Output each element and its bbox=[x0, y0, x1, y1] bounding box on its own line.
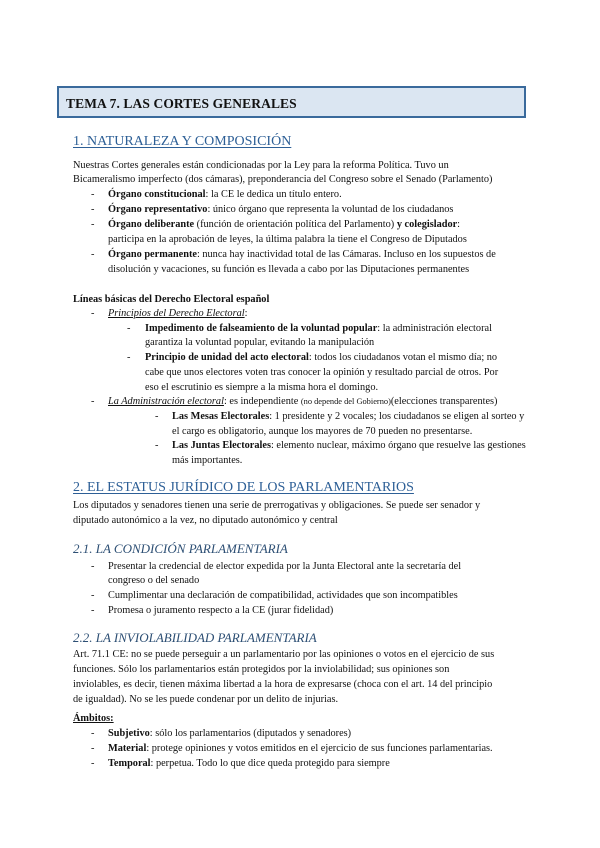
sub-bullet-mesas-cont: el cargo es obligatorio, aunque los mayores de 70 pueden no presentarse. bbox=[172, 426, 473, 437]
section1-intro-line2: Bicameralismo imperfecto (dos cámaras), preponderancia del Congreso sobre el Senado (Parlamento) bbox=[73, 174, 493, 185]
bullet-dash: - bbox=[91, 758, 95, 769]
bullet-dash: - bbox=[91, 204, 95, 215]
sub-bullet-unidad-cont1: cabe que unos electores voten tras conocer la opinión y resultado parcial de otros. Por bbox=[145, 367, 499, 378]
ambito-material: Material: protege opiniones y votos emitidos en el ejercicio de sus funciones parlamentarias. bbox=[108, 743, 493, 754]
art-71-line3: inviolables, es decir, tienen máxima libertad a la hora de expresarse (choca con el art. 14 del principio bbox=[73, 679, 493, 690]
sub-bullet-impedimento-cont: garantiza la voluntad popular, evitando la manipulación bbox=[145, 337, 375, 348]
section1-intro-line1: Nuestras Cortes generales están condicionadas por la Ley para la reforma Política. Tuvo un bbox=[73, 160, 449, 171]
art-71-line4: de igualdad). No se les puede condenar por un delito de injurias. bbox=[73, 694, 339, 705]
subsection-2-2-heading: 2.2. LA INVIOLABILIDAD PARLAMENTARIA bbox=[73, 630, 317, 645]
bullet-dash: - bbox=[91, 396, 95, 407]
section2-intro-line2: diputado autonómico a la vez, no diputado autonómico y central bbox=[73, 515, 338, 526]
sub-bullet-juntas-cont: más importantes. bbox=[172, 455, 243, 466]
bullet-dash: - bbox=[91, 308, 95, 319]
bullet-dash: - bbox=[91, 219, 95, 230]
art-71-line1: Art. 71.1 CE: no se puede perseguir a un parlamentario por las opiniones o votos en el ejercicio de sus bbox=[73, 649, 495, 660]
principios-derecho-electoral: Principios del Derecho Electoral: bbox=[108, 308, 248, 319]
bullet-dash: - bbox=[91, 561, 95, 572]
section2-heading: 2. EL ESTATUS JURÍDICO DE LOS PARLAMENTARIOS bbox=[73, 480, 414, 495]
bullet-organo-permanente-cont: disolución y vacaciones, su función es llevada a cabo por las Diputaciones permanentes bbox=[108, 264, 470, 275]
bullet-dash: - bbox=[91, 590, 95, 601]
condicion-item-3: Promesa o juramento respecto a la CE (jurar fidelidad) bbox=[108, 605, 334, 616]
lineas-basicas-heading: Líneas básicas del Derecho Electoral español bbox=[73, 294, 270, 305]
bullet-dash: - bbox=[91, 249, 95, 260]
bullet-organo-permanente: Órgano permanente: nunca hay inactividad total de las Cámaras. Incluso en los supuestos de bbox=[108, 249, 496, 260]
administracion-electoral: La Administración electoral: es independiente (no depende del Gobierno)(elecciones transparentes) bbox=[108, 396, 498, 407]
sub-bullet-dash: - bbox=[155, 411, 159, 422]
bullet-organo-representativo: Órgano representativo: único órgano que representa la voluntad de los ciudadanos bbox=[108, 204, 454, 215]
title-box bbox=[57, 86, 526, 118]
sub-bullet-unidad: Principio de unidad del acto electoral: todos los ciudadanos votan el mismo día; no bbox=[145, 352, 498, 363]
ambitos-heading: Ámbitos: bbox=[73, 713, 114, 724]
ambito-temporal: Temporal: perpetua. Todo lo que dice queda protegido para siempre bbox=[108, 758, 390, 769]
bullet-organo-constitucional: Órgano constitucional: la CE le dedica un título entero. bbox=[108, 189, 342, 200]
sub-bullet-dash: - bbox=[127, 323, 131, 334]
sub-bullet-dash: - bbox=[127, 352, 131, 363]
section1-heading: 1. NATURALEZA Y COMPOSICIÓN bbox=[73, 134, 292, 149]
bullet-dash: - bbox=[91, 728, 95, 739]
section2-intro-line1: Los diputados y senadores tienen una serie de prerrogativas y obligaciones. Se puede ser senador y bbox=[73, 500, 481, 511]
condicion-item-1: Presentar la credencial de elector expedida por la Junta Electoral ante la secretaría del bbox=[108, 561, 462, 572]
bullet-dash: - bbox=[91, 605, 95, 616]
bullet-organo-deliberante-cont: participa en la aprobación de leyes, la última palabra la tiene el Congreso de Diputados bbox=[108, 234, 467, 245]
sub-bullet-dash: - bbox=[155, 440, 159, 451]
bullet-organo-deliberante: Órgano deliberante (función de orientación política del Parlamento) y colegislador: bbox=[108, 219, 461, 230]
sub-bullet-juntas: Las Juntas Electorales: elemento nuclear, máximo órgano que resuelve las gestiones bbox=[172, 440, 526, 451]
condicion-item-1-cont: congreso o del senado bbox=[108, 575, 200, 586]
art-71-line2: funciones. Sólo los parlamentarios están protegidos por la inviolabilidad; sus opiniones son bbox=[73, 664, 450, 675]
document-title: TEMA 7. LAS CORTES GENERALES bbox=[66, 96, 297, 111]
sub-bullet-unidad-cont2: eso el escrutinio es siempre a la misma hora el domingo. bbox=[145, 382, 379, 393]
subsection-2-1-heading: 2.1. LA CONDICIÓN PARLAMENTARIA bbox=[73, 541, 288, 556]
ambito-subjetivo: Subjetivo: sólo los parlamentarios (diputados y senadores) bbox=[108, 728, 352, 739]
condicion-item-2: Cumplimentar una declaración de compatibilidad, actividades que son incompatibles bbox=[108, 590, 458, 601]
bullet-dash: - bbox=[91, 189, 95, 200]
bullet-dash: - bbox=[91, 743, 95, 754]
sub-bullet-impedimento: Impedimento de falseamiento de la voluntad popular: la administración electoral bbox=[145, 323, 492, 334]
sub-bullet-mesas: Las Mesas Electorales: 1 presidente y 2 vocales; los ciudadanos se eligen al sorteo y bbox=[172, 411, 525, 422]
